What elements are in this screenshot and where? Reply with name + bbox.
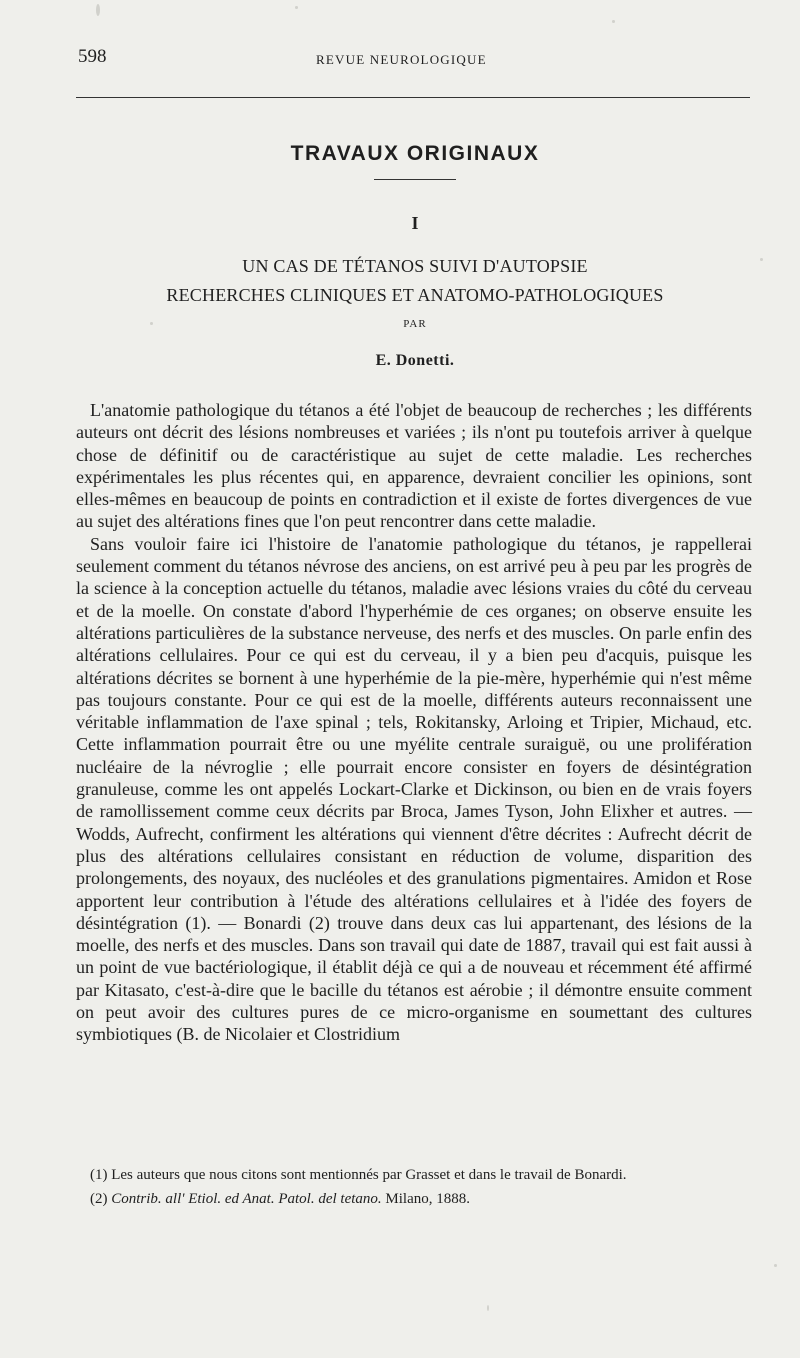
footnote-2-reference: Contrib. all' Etiol. ed Anat. Patol. del tetano. <box>111 1191 382 1207</box>
paragraph-2: Sans vouloir faire ici l'histoire de l'anatomie pathologique du tétanos, je rappellerai seulement comment du tétanos névrose des anciens, on est arrivé peu à peu par les progrès de la science à la conception actuelle du tétanos, maladie avec lésions vraies du côté du cerveau et de la moelle. On constate d'abord l'hyperhémie de ces organes; on observe ensuite les altérations particulières de la substance nerveuse, des nerfs et des muscles. On parle enfin des altérations cellulaires. Pour ce qui est du cerveau, il y a bien peu d'acquis, puisque les altérations décrites se bornent à une hyperhémie de la pie-mère, hyperhémie qui n'est même pas toujours constante. Pour ce qui est de la moelle, différents auteurs reconnaissent une véritable inflammation de l'axe spinal ; tels, Rokitansky, Arloing et Tripier, Michaud, etc. Cette inflammation pourrait être ou une myélite centrale suraiguë, ou une prolifération nucléaire de la névroglie ; elle pourrait encore consister en foyers de désintégration granuleuse, comme les ont appelés Lockart-Clarke et Dickinson, ou bien en de vrais foyers de ramollissement comme ceux décrits par Broca, James Tyson, John Elixher et autres. — Wodds, Aufrecht, confirment les altérations qui viennent d'être décrites : Aufrecht décrit de plus des altérations cellulaires consistant en réduction de volume, disparition des prolongements, des noyaux, des nucléoles et des granulations pigmentaires. Amidon et Rose apportent leur contribution à l'étude des altérations cellulaires et à l'idée des foyers de désintégration (1). — Bonardi (2) trouve dans deux cas lui appartenant, des lésions de la moelle, des nerfs et des muscles. Dans son travail qui date de 1887, travail qui est fait aussi à un point de vue bactériologique, il établit déjà ce qui a de nouveau et récemment été affirmé par Kitasato, c'est-à-dire que le bacille du tétanos est aérobie ; il démontre ensuite comment on peut avoir des cultures pures de ce micro-organisme en soumettant des cultures symbiotiques (B. de Nicolaier et Clostridium <box>76 533 752 1045</box>
paper-speck <box>612 20 615 23</box>
paper-speck <box>774 1264 777 1267</box>
section-rule <box>374 179 456 180</box>
header-rule <box>76 97 750 98</box>
footnote-2 <box>76 1189 752 1209</box>
page-number: 598 <box>78 46 107 67</box>
paper-speck <box>487 1305 489 1311</box>
article-body <box>76 399 752 1046</box>
article-title-line-2: RECHERCHES CLINIQUES ET ANATOMO-PATHOLOGIQUES <box>166 285 664 305</box>
running-head <box>78 46 750 72</box>
footnote-2-number: (2) <box>90 1191 112 1207</box>
paper-speck <box>150 322 153 325</box>
journal-title: REVUE NEUROLOGIQUE <box>316 52 487 67</box>
paper-speck <box>295 6 298 9</box>
paper-speck <box>760 258 763 261</box>
article-title-line-1: UN CAS DE TÉTANOS SUIVI D'AUTOPSIE <box>242 256 588 276</box>
article-number: I <box>411 213 419 233</box>
author-name: E. Donetti. <box>375 352 455 369</box>
footnote-2-place-date: Milano, 1888. <box>381 1191 471 1207</box>
byline-par: PAR <box>403 318 427 330</box>
footnote-1: (1) Les auteurs que nous citons sont mentionnés par Grasset et dans le travail de Bonardi. <box>90 1167 627 1183</box>
paper-speck <box>96 4 100 16</box>
section-title: TRAVAUX ORIGINAUX <box>290 142 540 165</box>
paragraph-1: L'anatomie pathologique du tétanos a été l'objet de beaucoup de recherches ; les différents auteurs ont décrit des lésions nombreuses et variées ; ils n'ont pu toutefois arriver à quelque chose de définitif ou de caractéristique au sujet de cette maladie. Les recherches expérimentales les plus récentes qui, en apparence, devraient concilier les opinions, sont elles-mêmes en beaucoup de points en contradiction et il existe de fortes divergences de vue au sujet des altérations fines que l'on peut rencontrer dans cette maladie. <box>76 400 752 532</box>
footnotes <box>76 1165 752 1209</box>
